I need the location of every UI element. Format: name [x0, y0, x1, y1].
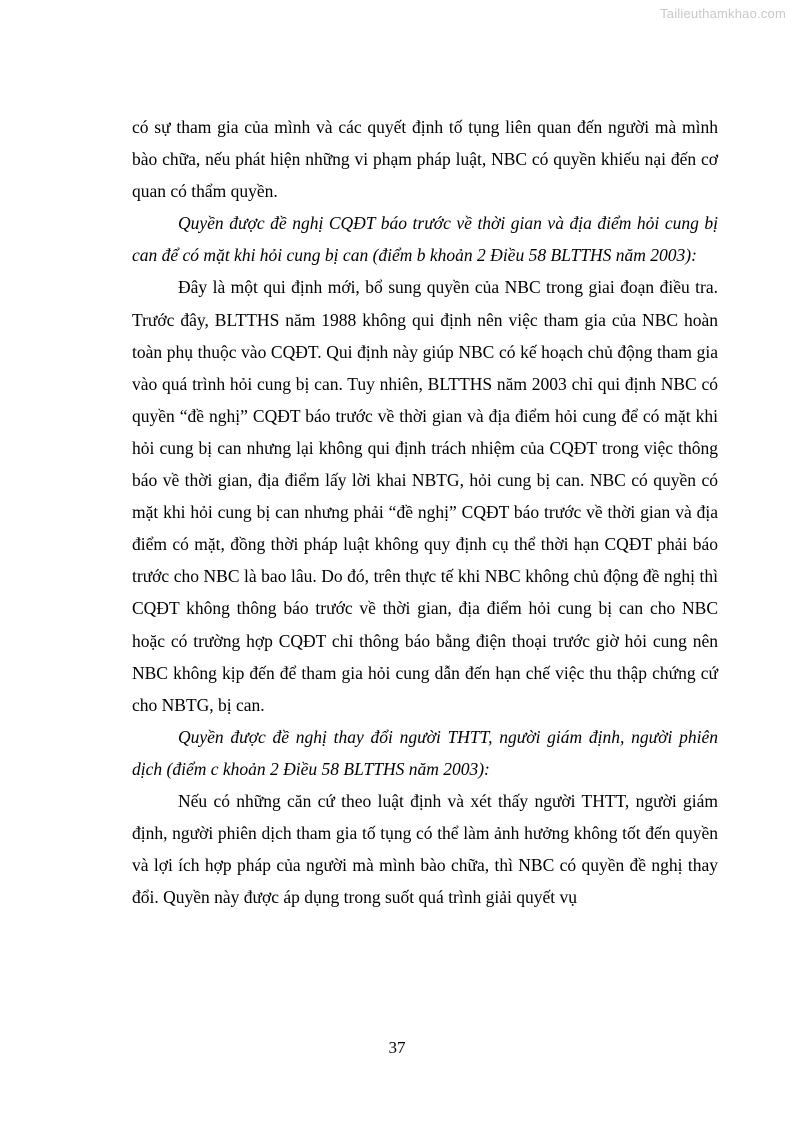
section-heading-right-to-request-replacement: Quyền được đề nghị thay đổi người THTT, người giám định, người phiên dịch (điểm c khoản 2 Điều 58 BLTTHS năm 2003): — [132, 726, 718, 779]
document-body — [132, 111, 718, 913]
paragraph-body: Đây là một qui định mới, bổ sung quyền của NBC trong giai đoạn điều tra. Trước đây, BLTTHS năm 1988 không qui định nên việc tham gia của NBC hoàn toàn phụ thuộc vào CQĐT. Qui định này giúp NBC có kế hoạch chủ động tham gia vào quá trình hỏi cung bị can. Tuy nhiên, BLTTHS năm 2003 chỉ qui định NBC có quyền “đề nghị” CQĐT báo trước về thời gian và địa điểm hỏi cung để có mặt khi hỏi cung bị can nhưng lại không qui định trách nhiệm của CQĐT trong việc thông báo về thời gian, địa điểm lấy lời khai NBTG, hỏi cung bị can. NBC có quyền có mặt khi hỏi cung bị can nhưng phải “đề nghị” CQĐT báo trước về thời gian và địa điểm có mặt, đồng thời pháp luật không quy định cụ thể thời hạn CQĐT phải báo trước cho NBC là bao lâu. Do đó, trên thực tế khi NBC không chủ động đề nghị thì CQĐT không thông báo trước về thời gian, địa điểm hỏi cung bị can cho NBC hoặc có trường hợp CQĐT chỉ thông báo bằng điện thoại trước giờ hỏi cung nên NBC không kịp đến để tham gia hỏi cung dẫn đến hạn chế việc thu thập chứng cứ cho NBTG, bị can. — [132, 277, 718, 715]
paragraph-body: Nếu có những căn cứ theo luật định và xét thấy người THTT, người giám định, người phiên dịch tham gia tố tụng có thể làm ảnh hưởng không tốt đến quyền và lợi ích hợp pháp của người mà mình bào chữa, thì NBC có quyền đề nghị thay đổi. Quyền này được áp dụng trong suốt quá trình giải quyết vụ — [132, 790, 718, 908]
page-number: 37 — [388, 1038, 406, 1057]
watermark-text: Tailieuthamkhao.com — [660, 6, 786, 21]
paragraph-continuation: có sự tham gia của mình và các quyết định tố tụng liên quan đến người mà mình bào chữa, nếu phát hiện những vi phạm pháp luật, NBC có quyền khiếu nại đến cơ quan có thẩm quyền. — [132, 117, 718, 202]
section-heading-right-to-request-notice: Quyền được đề nghị CQĐT báo trước về thời gian và địa điểm hỏi cung bị can để có mặt khi hỏi cung bị can (điểm b khoản 2 Điều 58 BLTTHS năm 2003): — [132, 213, 718, 266]
